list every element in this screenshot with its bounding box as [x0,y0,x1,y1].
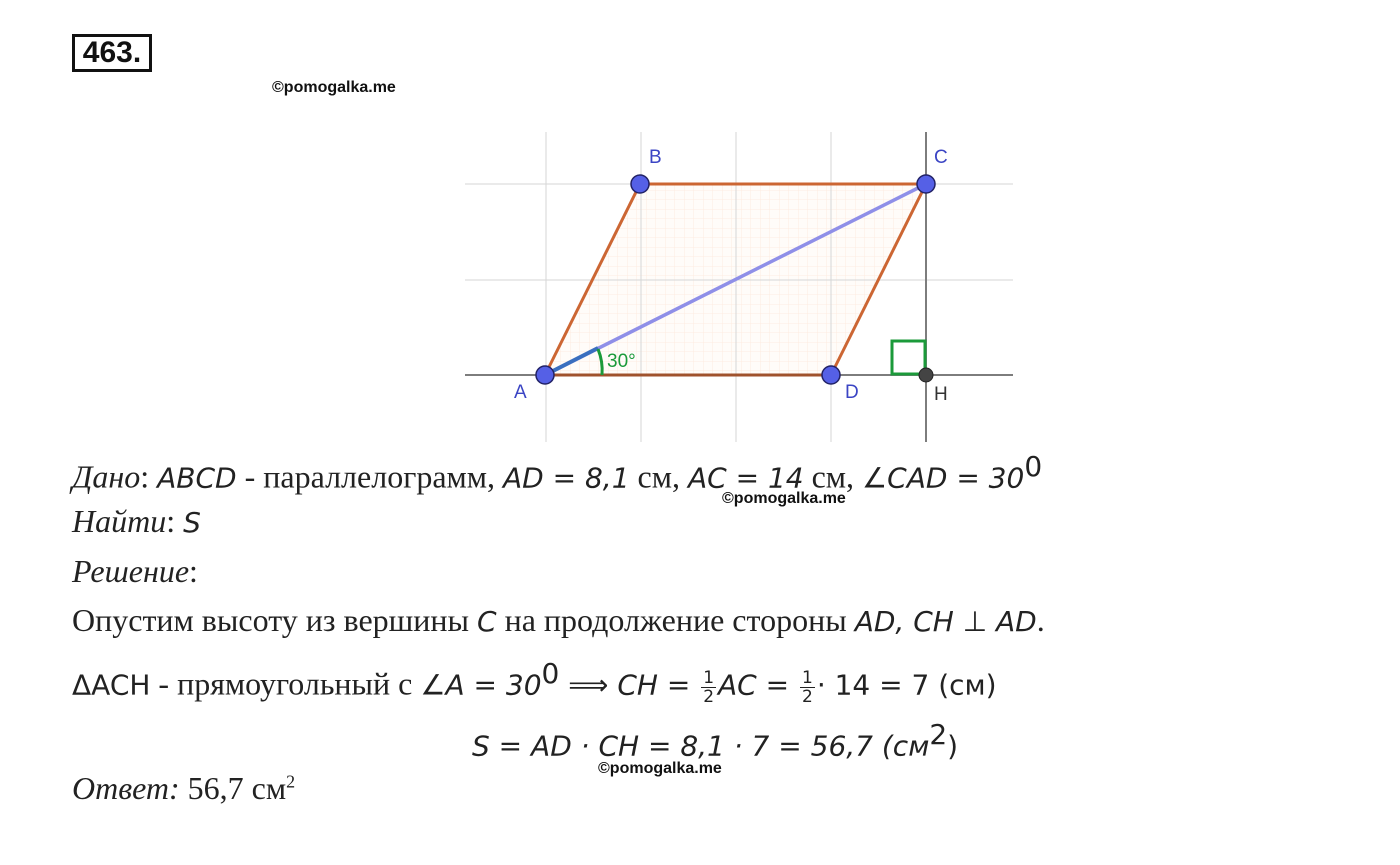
implies-arrow: ⟹ [559,668,618,702]
fraction-numerator: 1 [801,667,813,688]
ac-unit: см, [803,458,863,495]
step2-ac: AC = [718,668,798,702]
step-2 [72,657,997,706]
step1-text: Опустим высоту из вершины [72,602,478,638]
ac-expression: AC = 14 [687,461,804,495]
triangle-name: ΔACH [72,668,151,702]
point-a [536,366,554,384]
ad-unit: см, [629,458,688,495]
fraction-half [701,669,716,706]
answer-line [72,770,295,807]
fraction-half [800,669,815,706]
area-close: ) [947,729,959,763]
angle-expression: ∠CAD = 30 [862,461,1025,495]
step1-text-2: на продолжение стороны [496,602,855,638]
find-line: Найти: S [72,503,201,539]
watermark: ©pomogalka.me [272,79,396,96]
step2-angle: ∠A = 30 [420,668,542,702]
point-d [822,366,840,384]
fraction-denominator: 2 [703,686,715,707]
given-label: Дано [72,458,141,495]
point-h [919,368,933,382]
label-b: B [649,147,662,168]
ad-expression: AD = 8,1 [503,461,630,495]
watermark: ©pomogalka.me [598,760,722,777]
watermark: ©pomogalka.me [722,490,846,507]
answer-label: Ответ: [72,770,180,806]
label-h: H [934,384,948,405]
angle-degree: 0 [1024,450,1043,483]
step2-ch: CH = [617,668,700,702]
step2-text: - прямоугольный с [150,665,421,702]
problem-number: 463. [72,34,152,72]
step2-tail: · 14 = 7 (см) [816,668,997,702]
step1-end: . [1036,602,1045,638]
given-figure: ABCD [157,461,237,495]
find-label: Найти [72,503,167,539]
step2-degree: 0 [541,657,560,690]
solution-label: Решение [72,553,190,589]
label-a: A [514,382,527,403]
answer-unit-power: 2 [286,771,296,792]
angle-label: 30° [607,351,636,372]
step-1 [72,602,1045,639]
area-formula [472,718,958,764]
point-c [917,175,935,193]
step1-expression: AD, CH ⊥ AD [854,605,1037,638]
area-expression: S = AD · CH = 8,1 · 7 = 56,7 (см [472,729,930,763]
area-unit-power: 2 [929,718,948,751]
right-angle-marker [892,341,925,374]
label-d: D [845,382,859,403]
given-type: - параллелограмм, [236,458,504,495]
fraction-denominator: 2 [801,686,813,707]
label-c: C [934,147,948,168]
find-value: S [183,506,201,539]
given-line: Дано: ABCD - параллелограмм, AD = 8,1 см, AC = 14 см, ∠CAD = $30^0$ [72,450,1043,495]
fraction-numerator: 1 [703,667,715,688]
solution-heading: Решение: [72,553,198,589]
answer-value: 56,7 см [179,770,287,806]
step1-vertex: C [477,605,497,638]
point-b [631,175,649,193]
